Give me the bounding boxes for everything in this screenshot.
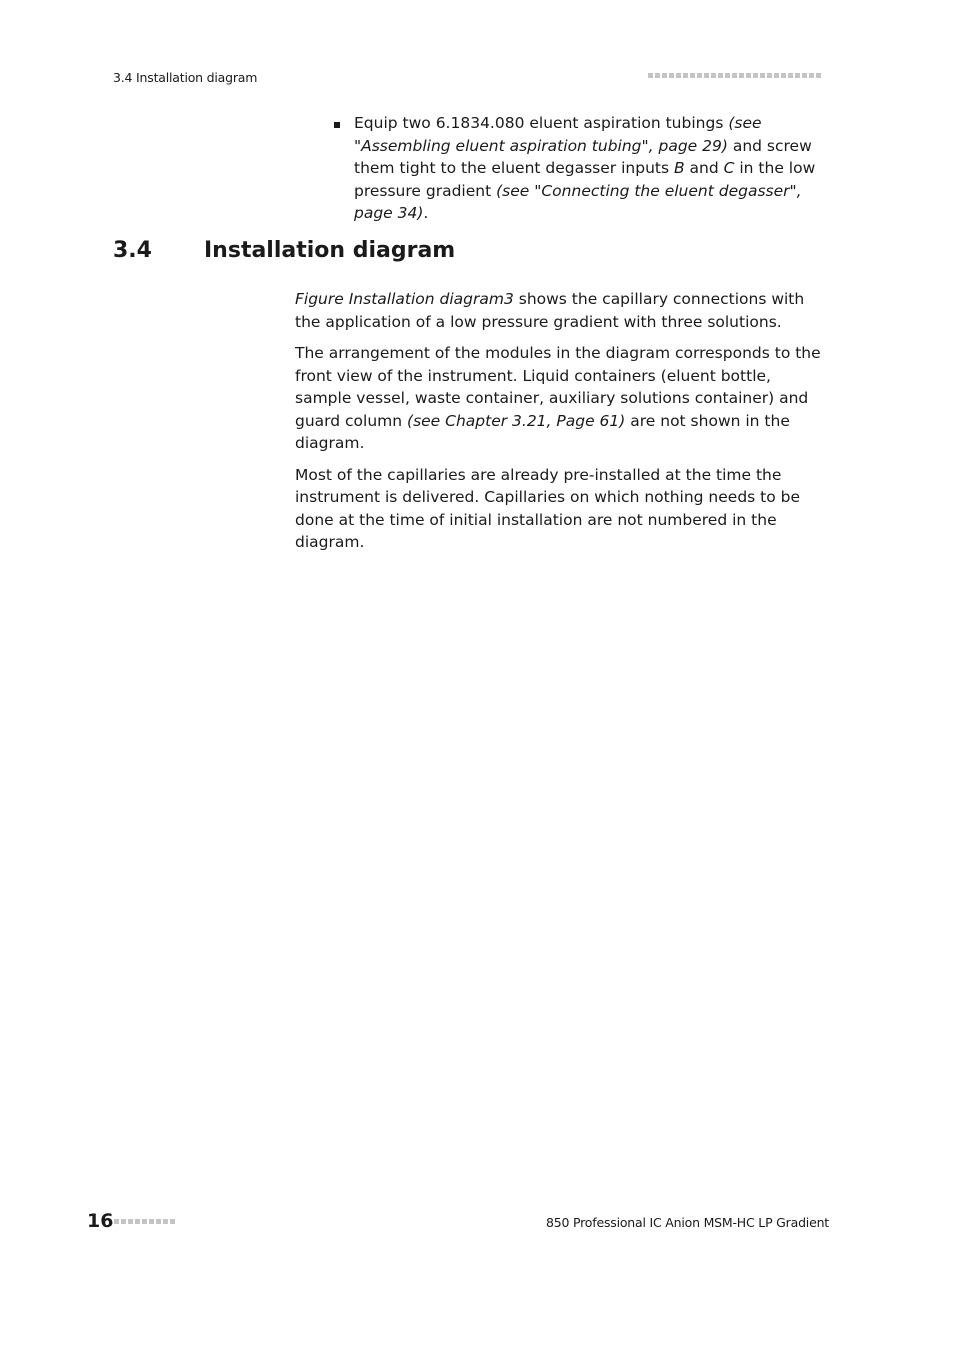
header-decorative-dots: [648, 73, 821, 78]
figure-reference-link[interactable]: Figure Installation diagram3: [295, 290, 514, 308]
section-number: 3.4: [113, 238, 152, 263]
cross-reference-link[interactable]: (see "Assembling eluent aspiration tubing", page 29): [354, 114, 762, 155]
cross-reference-link[interactable]: (see "Connecting the eluent degasser", page 34): [354, 181, 802, 222]
body-text: [295, 288, 830, 563]
paragraph-2: The arrangement of the modules in the diagram corresponds to the front view of the instrument. Liquid containers (eluent bottle, sample vessel, waste container, auxiliary solutions container) and guard column (see Chapter 3.21, Page 61) are not shown in the diagram.: [295, 344, 821, 452]
bullet-text: Equip two 6.1834.080 eluent aspiration tubings (see "Assembling eluent aspiration tubing", page 29) and screw them tight to the eluent degasser inputs B and C in the low pressure gradient (see "Connecting the eluent degasser", page 34).: [354, 114, 816, 222]
instruction-bullet: [334, 112, 826, 225]
section-title: Installation diagram: [204, 238, 456, 263]
running-header-section: 3.4 Installation diagram: [113, 70, 258, 85]
page-number: 16: [87, 1210, 114, 1232]
square-bullet-icon: [334, 122, 340, 128]
paragraph-3: Most of the capillaries are already pre-installed at the time the instrument is delivered. Capillaries on which nothing needs to be done at the time of initial installation are not numbered in the diagram.: [295, 465, 801, 551]
chapter-reference-link[interactable]: (see Chapter 3.21, Page 61): [407, 411, 626, 430]
footer-decorative-dots: [114, 1219, 175, 1224]
footer-document-title: 850 Professional IC Anion MSM-HC LP Gradient: [545, 1215, 829, 1230]
section-heading: [113, 238, 455, 263]
paragraph-1: Figure Installation diagram3 shows the capillary connections with the application of a low pressure gradient with three solutions.: [295, 290, 805, 331]
